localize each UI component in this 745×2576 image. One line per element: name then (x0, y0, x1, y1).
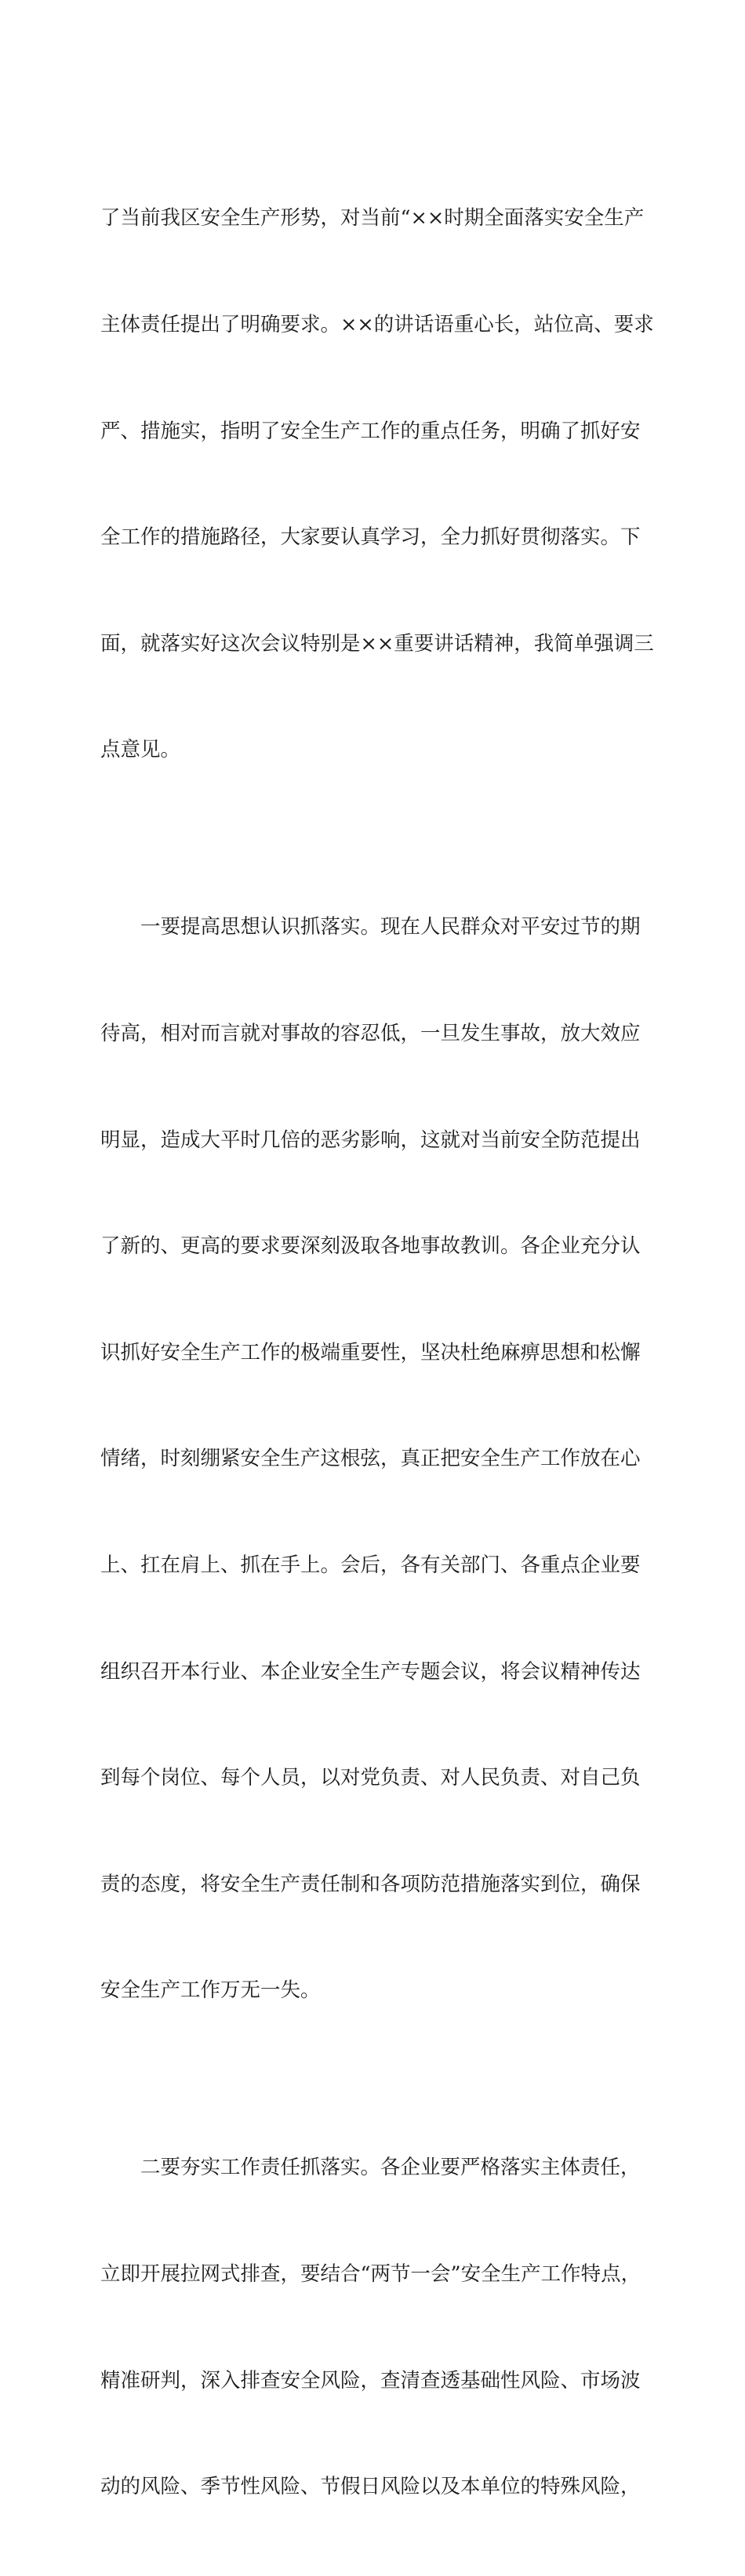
text-line: 了当前我区安全生产形势，对当前“××时期全面落实安全生产 (100, 206, 645, 231)
text-line: 上、扛在肩上、抓在手上。会后，各有关部门、各重点企业要 (100, 1553, 641, 1577)
paragraph-point-one (100, 839, 665, 2080)
text-line: 识抓好安全生产工作的极端重要性，坚决杜绝麻痹思想和松懈 (100, 1340, 641, 1364)
text-line: 到每个岗位、每个人员，以对党负责、对人民负责、对自己负 (100, 1766, 641, 1790)
text-line: 情绪，时刻绷紧安全生产这根弦，真正把安全生产工作放在心 (100, 1447, 641, 1471)
text-line: 面，就落实好这次会议特别是××重要讲话精神，我简单强调三 (100, 631, 654, 656)
text-line: 动的风险、季节性风险、节假日风险以及本单位的特殊风险， (100, 2475, 641, 2499)
text-line: 安全生产工作万无一失。 (100, 1978, 321, 2003)
document-body (100, 130, 665, 2576)
text-line: 点意见。 (100, 738, 181, 762)
text-line: 主体责任提出了明确要求。××的讲话语重心长，站位高、要求 (100, 313, 654, 336)
text-line: 组织召开本行业、本企业安全生产专题会议，将会议精神传达 (100, 1659, 641, 1684)
text-line: 责的态度，将安全生产责任制和各项防范措施落实到位，确保 (100, 1872, 641, 1896)
text-line: 明显，造成大平时几倍的恶劣影响，这就对当前安全防范提出 (100, 1128, 641, 1152)
text-line: 精准研判，深入排查安全风险，查清查透基础性风险、市场波 (100, 2368, 641, 2393)
text-line: 全工作的措施路径，大家要认真学习，全力抓好贯彻落实。下 (100, 525, 641, 550)
paragraph-intro-continuation (100, 130, 665, 839)
text-line: 一要提高思想认识抓落实。现在人民群众对平安过节的期 (140, 915, 641, 939)
text-line: 立即开展拉网式排查，要结合“两节一会”安全生产工作特点， (100, 2262, 641, 2286)
text-line: 待高，相对而言就对事故的容忍低，一旦发生事故，放大效应 (100, 1021, 641, 1045)
text-line: 了新的、更高的要求要深刻汲取各地事故教训。各企业充分认 (100, 1234, 641, 1259)
text-line: 二要夯实工作责任抓落实。各企业要严格落实主体责任， (140, 2156, 641, 2180)
paragraph-point-two (100, 2080, 665, 2576)
text-line: 严、措施实，指明了安全生产工作的重点任务，明确了抓好安 (100, 419, 641, 443)
